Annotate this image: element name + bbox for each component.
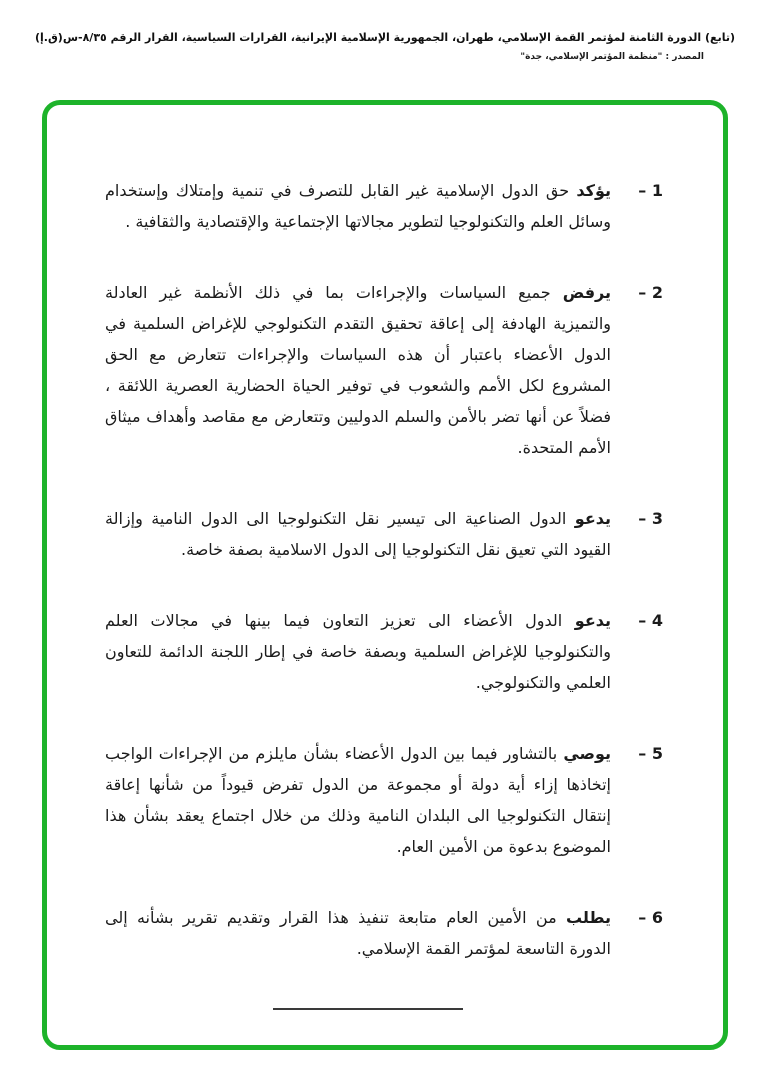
resolution-item-6 bbox=[105, 902, 663, 964]
item-number-6: – 6 bbox=[638, 908, 663, 927]
item-lead-4: يدعو bbox=[574, 611, 611, 630]
item-number-2: – 2 bbox=[638, 283, 663, 302]
item-lead-3: يدعو bbox=[574, 509, 611, 528]
item-text-2: جميع السياسات والإجراءات بما في ذلك الأنظمة غير العادلة والتميزية الهادفة إلى إعاقة تحقيق التقدم التكنولوجي للإغراض السلمية في الدول الأعضاء باعتبار أن هذه السياسات والإجراءات تتعارض مع الحق المشروع لكل الأمم والشعوب في توفير الحياة الحضارية العصرية اللائقة ، فضلاً عن أنها تضر بالأمن والسلم الدوليين وتتعارض مع مقاصد وأهداف ميثاق الأمم المتحدة. bbox=[105, 283, 611, 457]
item-paragraph-2 bbox=[105, 277, 611, 463]
resolution-item-2 bbox=[105, 277, 663, 463]
item-number-4: – 4 bbox=[638, 611, 663, 630]
resolution-body bbox=[47, 105, 723, 1045]
scan-border-frame bbox=[42, 100, 728, 1050]
item-text-5: بالتشاور فيما بين الدول الأعضاء بشأن مايلزم من الإجراءات الواجب إتخاذها إزاء أية دولة أو مجموعة من الدول تفرض قيوداً من شأنها إعاقة إنتقال التكنولوجيا الى البلدان النامية وذلك من خلال اجتماع يعقد بشأن هذا الموضوع بدعوة من الأمين العام. bbox=[105, 744, 611, 856]
item-number-1: – 1 bbox=[638, 181, 663, 200]
item-paragraph-1 bbox=[105, 175, 611, 237]
document-header bbox=[0, 30, 770, 62]
item-text-3: الدول الصناعية الى تيسير نقل التكنولوجيا الى الدول النامية وإزالة القيود التي تعيق نقل التكنولوجيا إلى الدول الاسلامية بصفة خاصة. bbox=[105, 509, 611, 559]
resolution-item-4 bbox=[105, 605, 663, 698]
header-source: المصدر : "منظمة المؤتمر الإسلامي، جدة" bbox=[520, 51, 704, 62]
item-lead-5: يوصي bbox=[563, 744, 611, 763]
header-title: (تابع) الدورة الثامنة لمؤتمر القمة الإسلامي، طهران، الجمهورية الإسلامية الإيرانية، القرارات السياسية، القرار الرقم ٨/٣٥-س(ق.إ) bbox=[35, 31, 735, 44]
item-paragraph-3 bbox=[105, 503, 611, 565]
item-lead-6: يطلب bbox=[565, 908, 611, 927]
item-paragraph-4 bbox=[105, 605, 611, 698]
resolution-item-1 bbox=[105, 175, 663, 237]
item-paragraph-5 bbox=[105, 738, 611, 862]
resolution-item-3 bbox=[105, 503, 663, 565]
resolution-item-5 bbox=[105, 738, 663, 862]
footer-divider-line bbox=[273, 1008, 463, 1010]
item-number-5: – 5 bbox=[638, 744, 663, 763]
item-paragraph-6 bbox=[105, 902, 611, 964]
item-lead-2: يرفض bbox=[562, 283, 611, 302]
item-text-6: من الأمين العام متابعة تنفيذ هذا القرار وتقديم تقرير بشأنه إلى الدورة التاسعة لمؤتمر القمة الإسلامي. bbox=[105, 908, 611, 958]
item-number-3: – 3 bbox=[638, 509, 663, 528]
item-lead-1: يؤكد bbox=[576, 181, 611, 200]
item-text-1: حق الدول الإسلامية غير القابل للتصرف في تنمية وإمتلاك وإستخدام وسائل العلم والتكنولوجيا لتطوير مجالاتها الإجتماعية والإقتصادية والثقافية . bbox=[105, 181, 611, 231]
item-text-4: الدول الأعضاء الى تعزيز التعاون فيما بينها في مجالات العلم والتكنولوجيا للإغراض السلمية وبصفة خاصة في إطار اللجنة الدائمة للتعاون العلمي والتكنولوجي. bbox=[105, 611, 611, 692]
